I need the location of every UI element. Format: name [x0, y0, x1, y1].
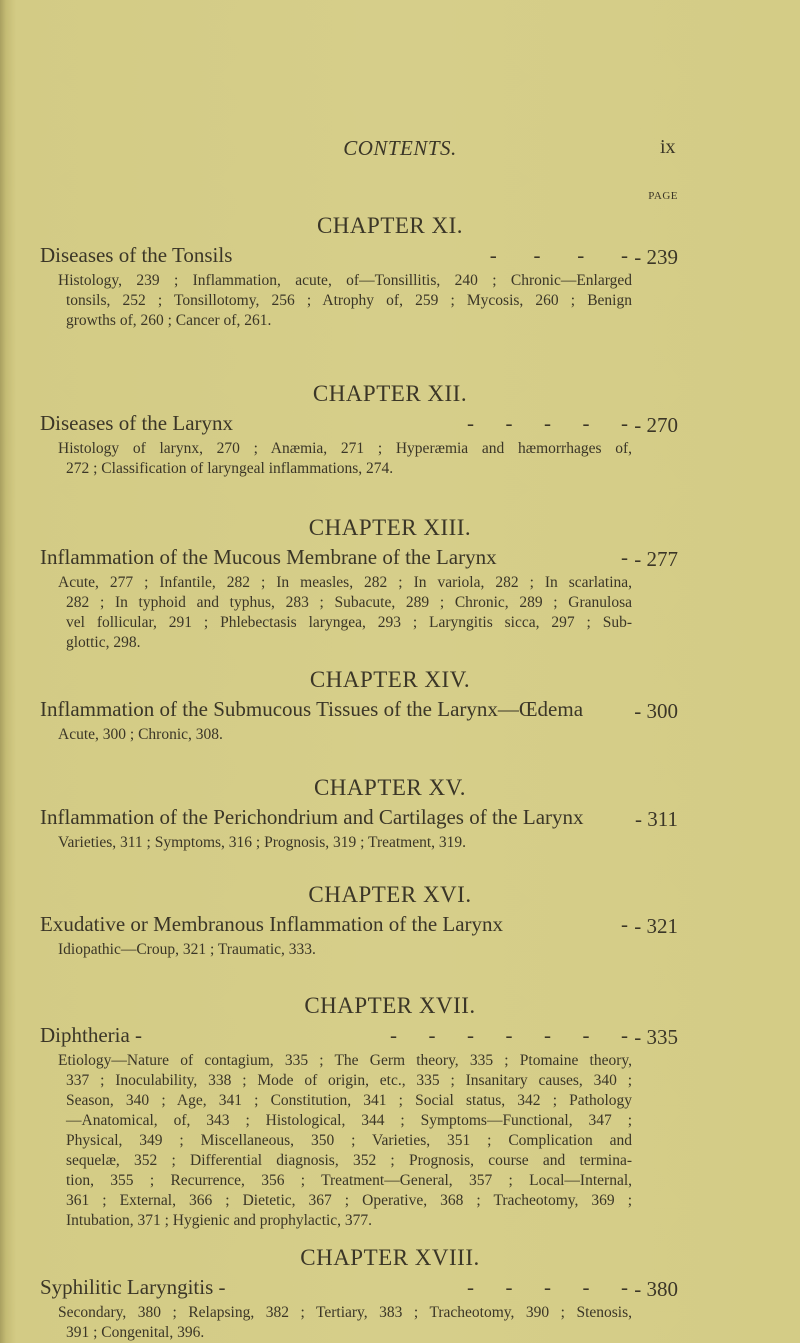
- dot-leaders: -: [621, 912, 628, 936]
- dot-leaders: -: [621, 545, 628, 569]
- toc-entry: [40, 409, 678, 437]
- entry-page-number: - 335: [634, 1025, 678, 1049]
- chapter-heading: CHAPTER XVIII.: [300, 1245, 480, 1270]
- subtopic-line: Acute, 277 ; Infantile, 282 ; In measles, 282 ; In variola, 282 ; In scarlatina,: [58, 574, 632, 591]
- chapter-section: [0, 1243, 800, 1343]
- chapter-heading: CHAPTER XV.: [313, 775, 467, 800]
- toc-entry: [40, 803, 678, 831]
- page-ref: 239: [646, 245, 678, 269]
- entry-title: Syphilitic Laryngitis -: [40, 1275, 226, 1299]
- subtopic-line: Season, 340 ; Age, 341 ; Constitution, 341 ; Social status, 342 ; Pathology: [66, 1092, 632, 1109]
- entry-page-number: - 270: [634, 413, 678, 437]
- chapter-section: [0, 991, 800, 1231]
- chapter-section: [0, 379, 800, 479]
- chapter-heading: CHAPTER XVI.: [308, 882, 472, 907]
- chapter-section: [0, 513, 800, 653]
- entry-title: Diseases of the Tonsils: [40, 243, 233, 267]
- dot-leaders: - - - - -: [467, 411, 628, 435]
- subtopic-line: growths of, 260 ; Cancer of, 261.: [66, 312, 272, 329]
- entry-subtopics: [58, 1303, 632, 1343]
- chapter-section: [0, 880, 800, 960]
- subtopic-line: Physical, 349 ; Miscellaneous, 350 ; Varieties, 351 ; Complication and: [66, 1132, 632, 1149]
- entry-page-number: - 300: [634, 699, 678, 723]
- subtopic-line: Intubation, 371 ; Hygienic and prophylactic, 377.: [66, 1212, 373, 1229]
- subtopic-line: 282 ; In typhoid and typhus, 283 ; Subacute, 289 ; Chronic, 289 ; Granulosa: [66, 594, 632, 611]
- page-ref: 277: [646, 547, 678, 571]
- toc-entry: [40, 695, 678, 723]
- subtopic-line: Histology, 239 ; Inflammation, acute, of—Tonsillitis, 240 ; Chronic—Enlarged: [58, 272, 632, 289]
- subtopic-line: Secondary, 380 ; Relapsing, 382 ; Tertiary, 383 ; Tracheotomy, 390 ; Stenosis,: [58, 1304, 632, 1321]
- chapter-section: [0, 773, 800, 853]
- entry-title: Inflammation of the Perichondrium and Cartilages of the Larynx: [40, 805, 584, 829]
- chapter-heading: CHAPTER XI.: [316, 213, 464, 238]
- page-number: ix: [660, 136, 676, 158]
- page-ref: 300: [646, 699, 678, 723]
- subtopic-line: Varieties, 311 ; Symptoms, 316 ; Prognosis, 319 ; Treatment, 319.: [58, 834, 467, 851]
- subtopic-line: tonsils, 252 ; Tonsillotomy, 256 ; Atrophy of, 259 ; Mycosis, 260 ; Benign: [66, 292, 632, 309]
- entry-subtopics: [58, 439, 632, 479]
- toc-entry: [40, 1021, 678, 1049]
- entry-title: Inflammation of the Submucous Tissues of the Larynx—Œdema: [40, 697, 584, 721]
- entry-page-number: - 239: [634, 245, 678, 269]
- subtopic-line: —Anatomical, of, 343 ; Histological, 344 ; Symptoms—Functional, 347 ;: [66, 1112, 632, 1129]
- dot-leaders: - - - - -: [467, 1275, 628, 1299]
- entry-page-number: - 380: [634, 1277, 678, 1301]
- entry-subtopics: [58, 725, 632, 745]
- entry-subtopics: [58, 573, 632, 653]
- entry-title: Exudative or Membranous Inflammation of the Larynx: [40, 912, 504, 936]
- subtopic-line: sequelæ, 352 ; Differential diagnosis, 352 ; Prognosis, course and termina-: [66, 1152, 632, 1169]
- running-title: CONTENTS.: [343, 136, 457, 160]
- page-column-label: PAGE: [648, 190, 678, 202]
- subtopic-line: 391 ; Congenital, 396.: [66, 1324, 205, 1341]
- chapter-heading: CHAPTER XIV.: [309, 667, 471, 692]
- chapter-heading: CHAPTER XIII.: [308, 515, 472, 540]
- entry-subtopics: [58, 833, 632, 853]
- subtopic-line: tion, 355 ; Recurrence, 356 ; Treatment—General, 357 ; Local—Internal,: [66, 1172, 632, 1189]
- toc-entry: [40, 910, 678, 938]
- page-ref: 380: [646, 1277, 678, 1301]
- chapter-section: [0, 665, 800, 745]
- subtopic-line: Histology of larynx, 270 ; Anæmia, 271 ; Hyperæmia and hæmorrhages of,: [58, 440, 632, 457]
- entry-subtopics: [58, 940, 632, 960]
- entry-title: Diphtheria -: [40, 1023, 143, 1047]
- entry-page-number: - 311: [635, 807, 678, 831]
- entry-title: Inflammation of the Mucous Membrane of the Larynx: [40, 545, 497, 569]
- entry-page-number: - 277: [634, 547, 678, 571]
- dot-leaders: - - - - - - -: [390, 1023, 628, 1047]
- page-ref: 321: [646, 914, 678, 938]
- page-ref: 270: [646, 413, 678, 437]
- subtopic-line: 272 ; Classification of laryngeal inflammations, 274.: [66, 460, 394, 477]
- subtopic-line: Idiopathic—Croup, 321 ; Traumatic, 333.: [58, 941, 316, 958]
- page-ref: 335: [646, 1025, 678, 1049]
- subtopic-line: vel follicular, 291 ; Phlebectasis laryngea, 293 ; Laryngitis sicca, 297 ; Sub-: [66, 614, 632, 631]
- toc-entry: [40, 543, 678, 571]
- chapter-section: [0, 211, 800, 331]
- entry-title: Diseases of the Larynx: [40, 411, 234, 435]
- entry-page-number: - 321: [634, 914, 678, 938]
- subtopic-line: 361 ; External, 366 ; Dietetic, 367 ; Operative, 368 ; Tracheotomy, 369 ;: [66, 1192, 632, 1209]
- chapter-heading: CHAPTER XVII.: [304, 993, 476, 1018]
- toc-entry: [40, 241, 678, 269]
- subtopic-line: Etiology—Nature of contagium, 335 ; The Germ theory, 335 ; Ptomaine theory,: [58, 1052, 632, 1069]
- toc-entry: [40, 1273, 678, 1301]
- entry-subtopics: [58, 1051, 632, 1231]
- chapter-heading: CHAPTER XII.: [312, 381, 468, 406]
- page-ref: 311: [647, 807, 678, 831]
- subtopic-line: 337 ; Inoculability, 338 ; Mode of origin, etc., 335 ; Insanitary causes, 340 ;: [66, 1072, 632, 1089]
- entry-subtopics: [58, 271, 632, 331]
- subtopic-line: glottic, 298.: [66, 634, 141, 651]
- dot-leaders: - - - -: [489, 243, 628, 267]
- subtopic-line: Acute, 300 ; Chronic, 308.: [58, 726, 223, 743]
